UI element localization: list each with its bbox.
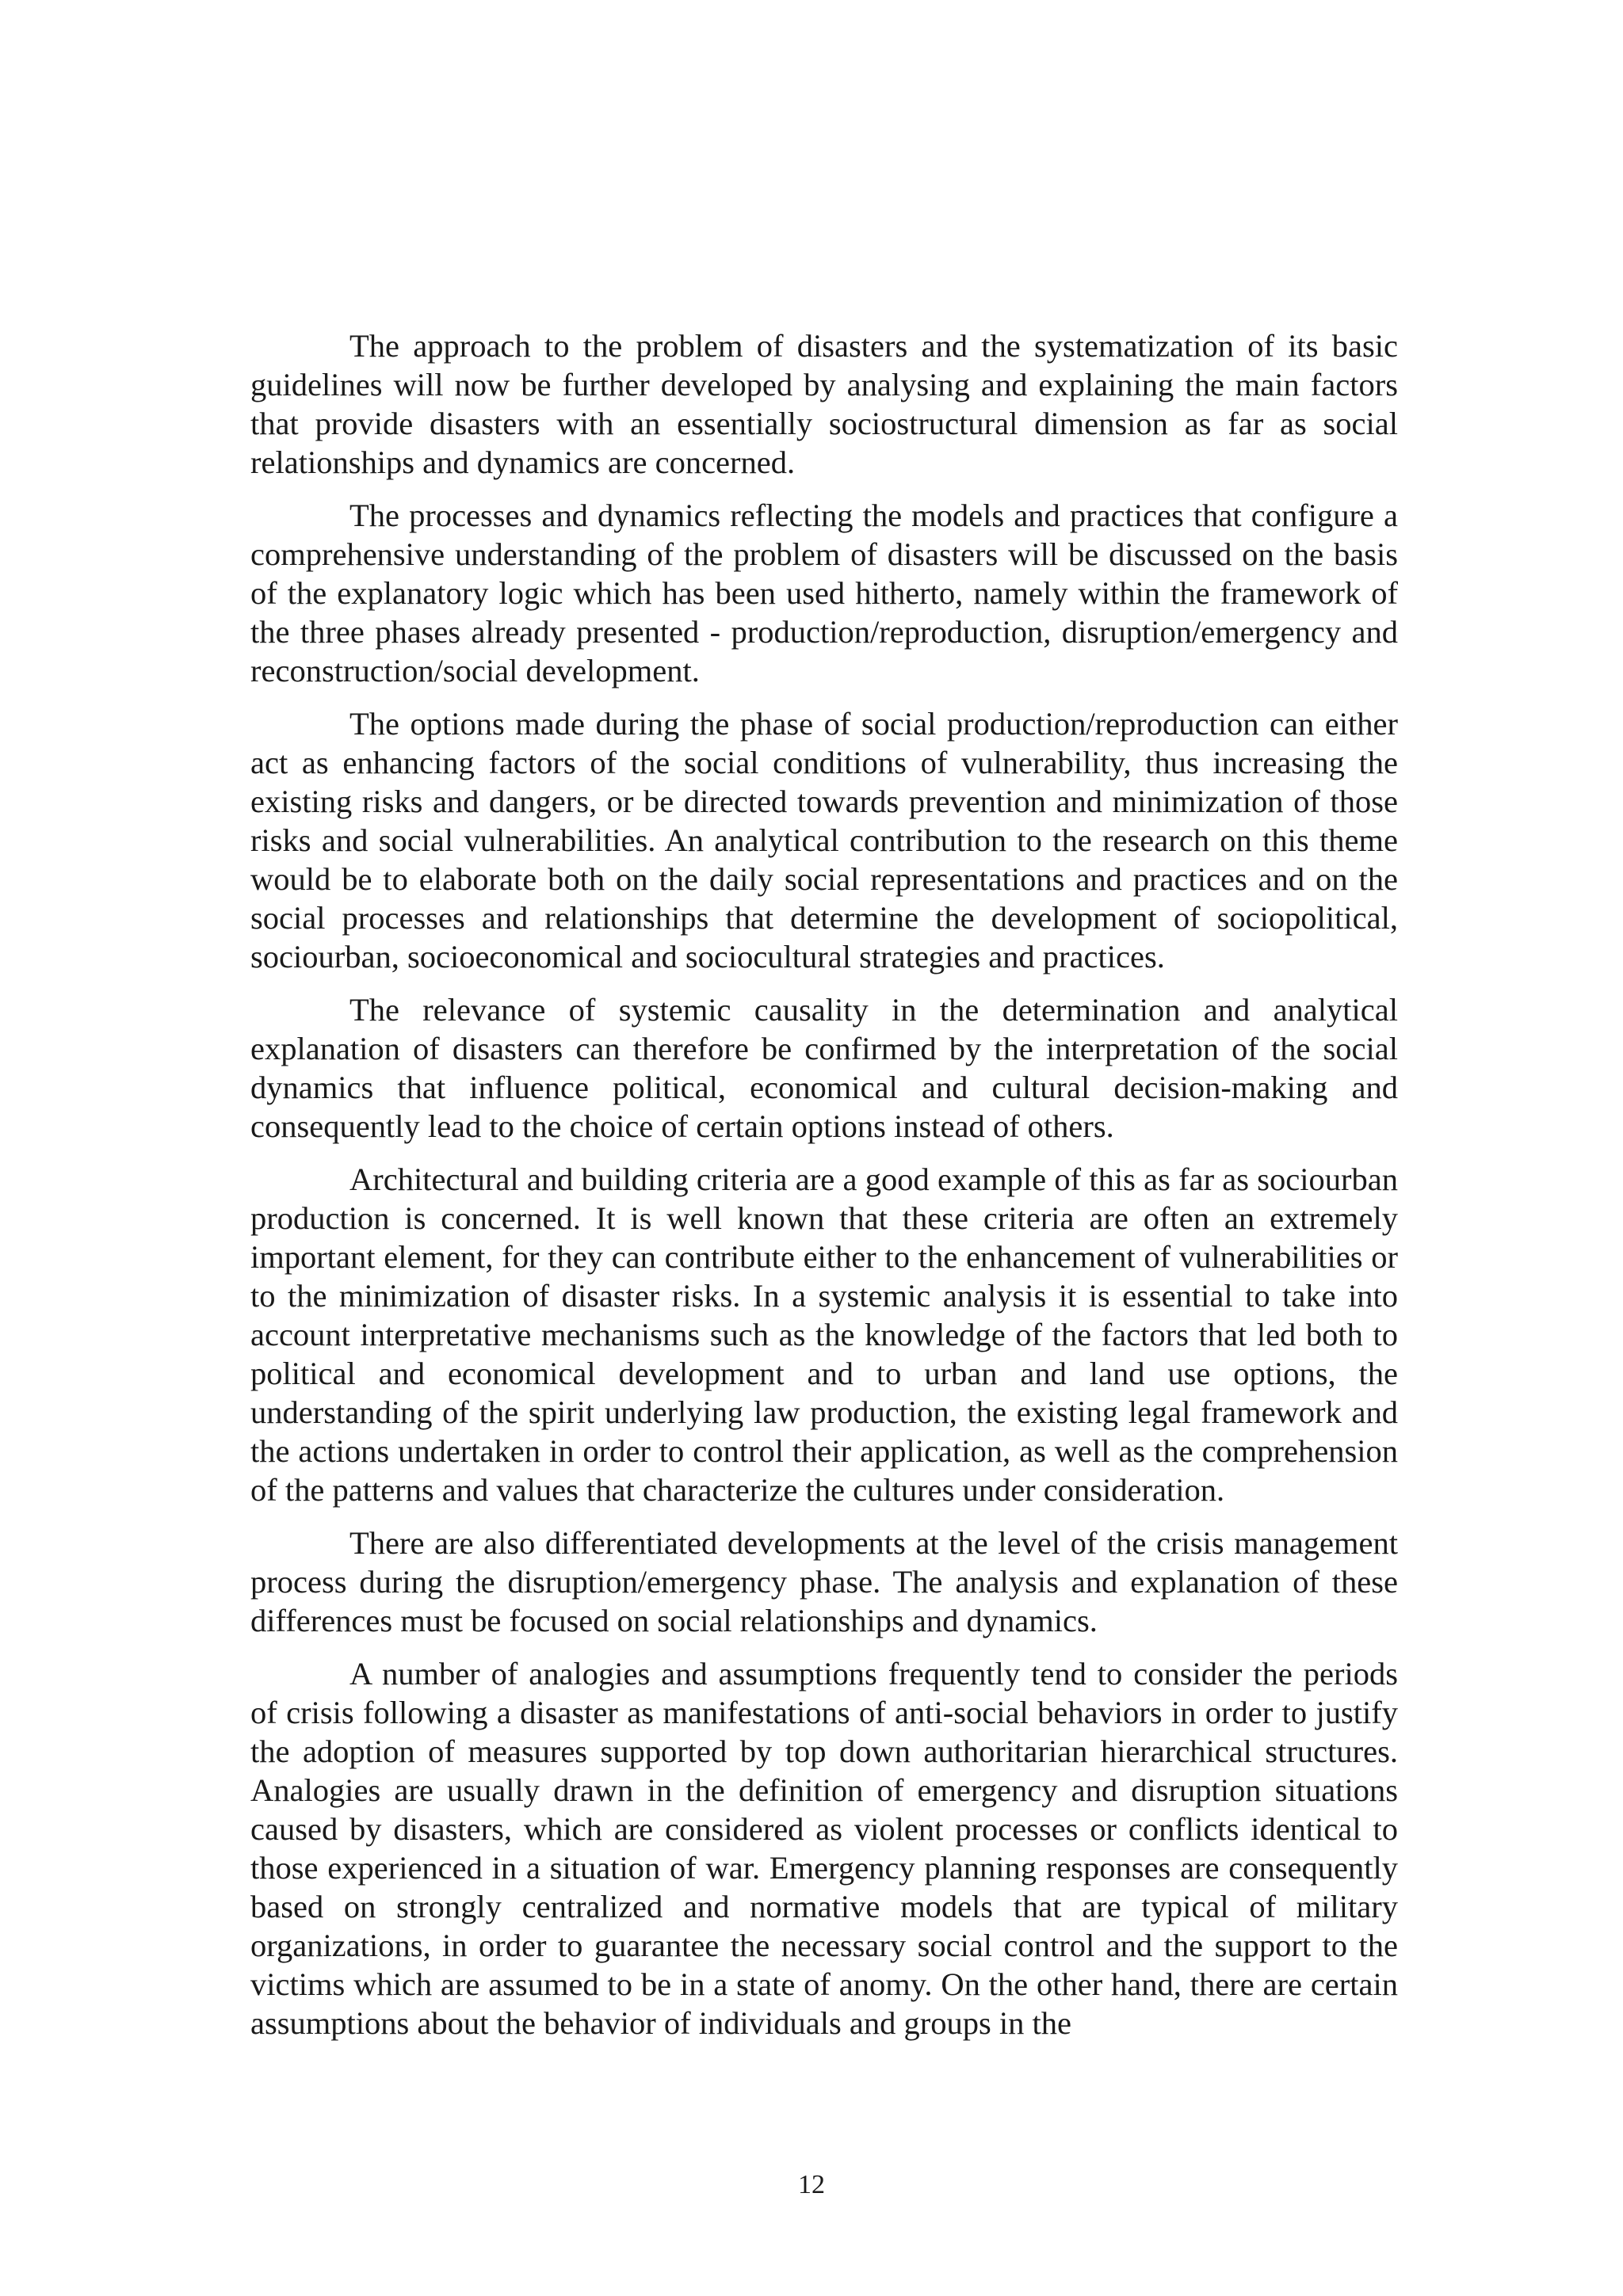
body-text	[250, 326, 1398, 2057]
paragraph-2: The processes and dynamics reflecting the models and practices that configure a comprehensive understanding of the problem of disasters will be discussed on the basis of the explanatory logic which has been used hitherto, namely within the framework of the three phases already presented - production/reproduction, disruption/emergency and reconstruction/social development.	[250, 498, 1398, 688]
paragraph-1: The approach to the problem of disasters and the systematization of its basic guidelines will now be further developed by analysing and explaining the main factors that provide disasters with an essentially sociostructural dimension as far as social relationships and dynamics are concerned.	[250, 328, 1398, 480]
paragraph-3: The options made during the phase of social production/reproduction can either act as enhancing factors of the social conditions of vulnerability, thus increasing the existing risks and dangers, or be directed towards prevention and minimization of those risks and social vulnerabilities. An analytical contribution to the research on this theme would be to elaborate both on the daily social representations and practices and on the social processes and relationships that determine the development of sociopolitical, sociourban, socioeconomical and sociocultural strategies and practices.	[250, 706, 1398, 974]
paragraph-5: Architectural and building criteria are a good example of this as far as sociourban production is concerned. It is well known that these criteria are often an extremely important element, for they can contribute either to the enhancement of vulnerabilities or to the minimization of disaster risks. In a systemic analysis it is essential to take into account interpretative mechanisms such as the knowledge of the factors that led both to political and economical development and to urban and land use options, the understanding of the spirit underlying law production, the existing legal framework and the actions undertaken in order to control their application, as well as the comprehension of the patterns and values that characterize the cultures under consideration.	[250, 1161, 1398, 1508]
paragraph-4: The relevance of systemic causality in the determination and analytical explanation of disasters can therefore be confirmed by the interpretation of the social dynamics that influence political, economical and cultural decision-making and consequently lead to the choice of certain options instead of others.	[250, 992, 1398, 1144]
paragraph-7: A number of analogies and assumptions frequently tend to consider the periods of crisis following a disaster as manifestations of anti-social behaviors in order to justify the adoption of measures supported by top down authoritarian hierarchical structures. Analogies are usually drawn in the definition of emergency and disruption situations caused by disasters, which are considered as violent processes or conflicts identical to those experienced in a situation of war. Emergency planning responses are consequently based on strongly centralized and normative models that are typical of military organizations, in order to guarantee the necessary social control and the support to the victims which are assumed to be in a state of anomy. On the other hand, there are certain assumptions about the behavior of individuals and groups in the	[250, 1656, 1398, 2041]
paragraph-6: There are also differentiated developments at the level of the crisis management process during the disruption/emergency phase. The analysis and explanation of these differences must be focused on social relationships and dynamics.	[250, 1525, 1398, 1638]
page-number: 12	[798, 2170, 825, 2199]
